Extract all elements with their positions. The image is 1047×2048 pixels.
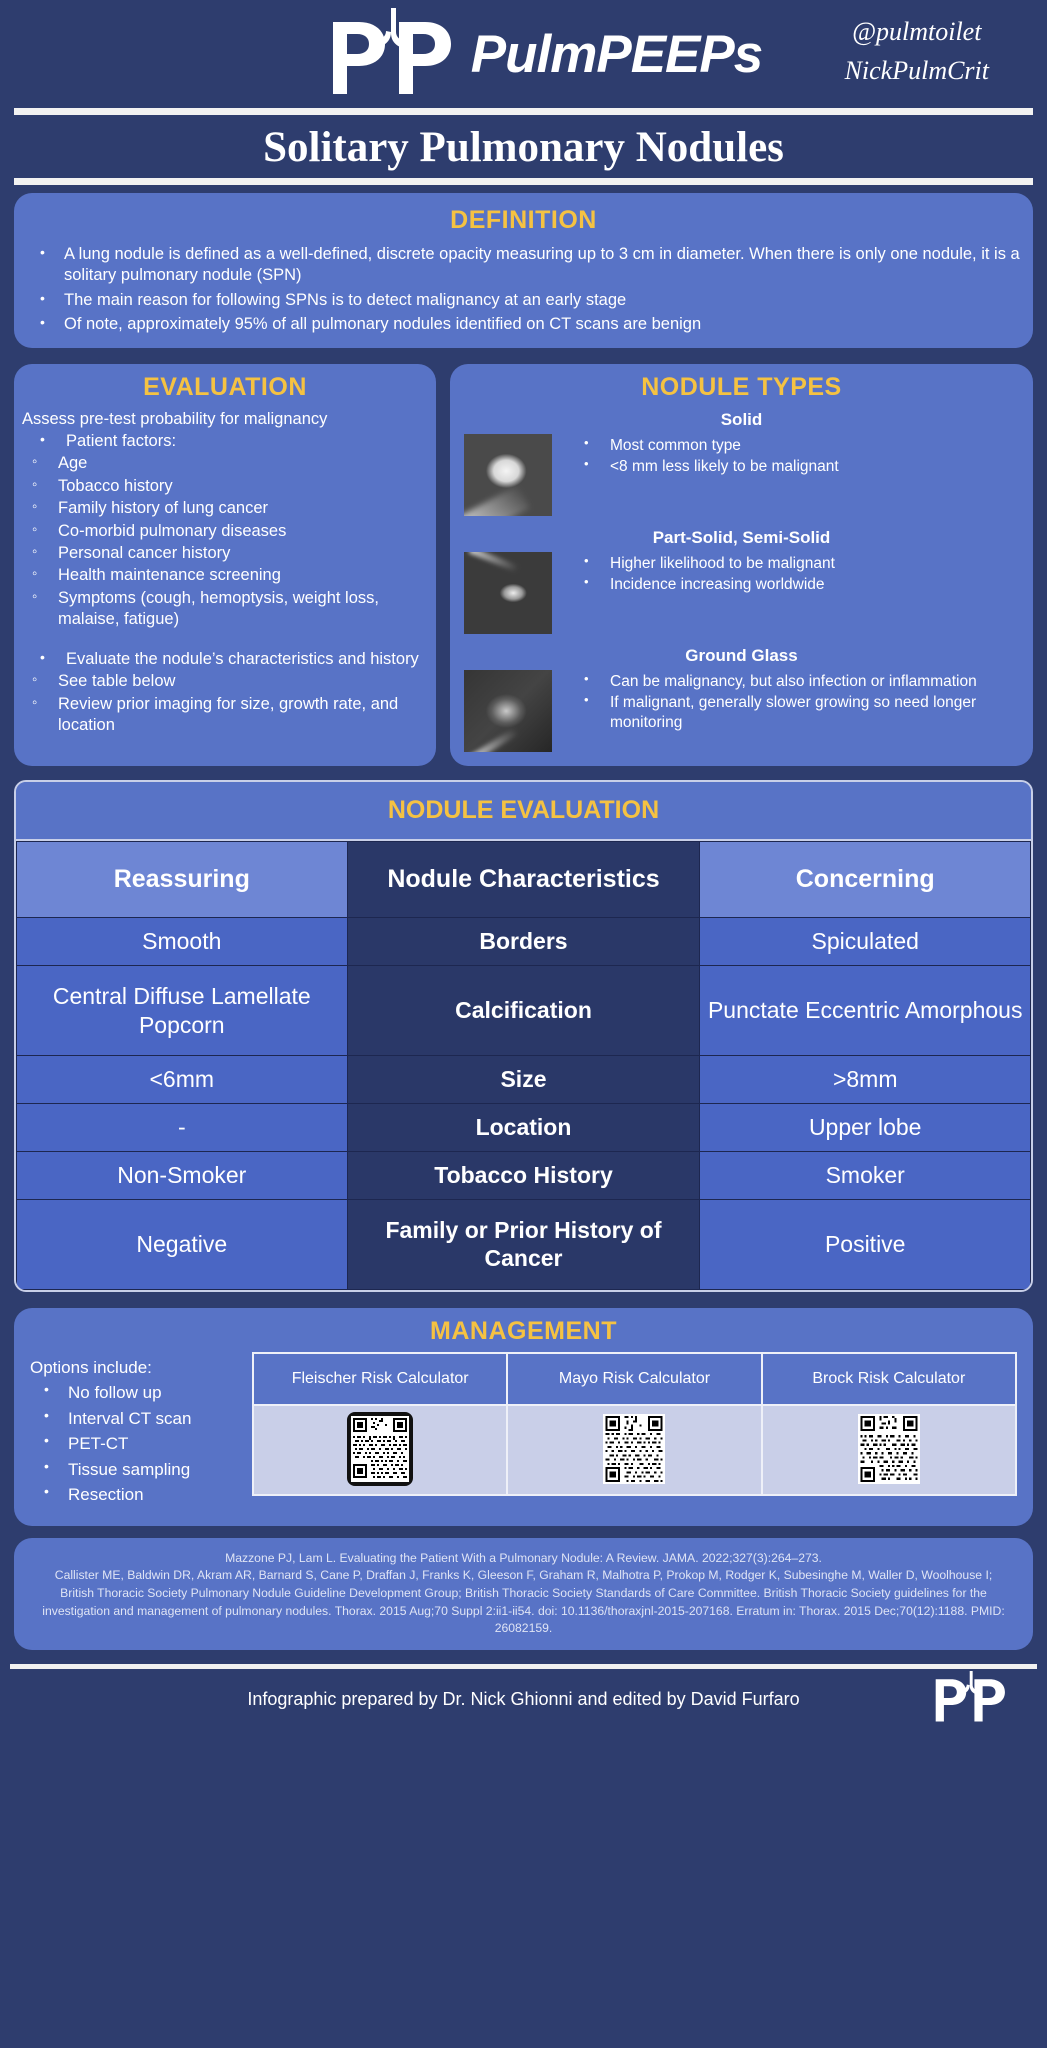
references-panel (14, 1538, 1033, 1650)
table-row (17, 965, 1031, 1056)
nodule-evaluation-table (16, 841, 1031, 1290)
page-title: Solitary Pulmonary Nodules (263, 124, 784, 171)
nodule-type-name: Ground Glass (685, 645, 798, 665)
list-item: • Can be malignancy, but also infection or inflammation (566, 672, 1019, 691)
credit-text: Infographic prepared by Dr. Nick Ghionni and edited by David Furfaro (247, 1689, 800, 1710)
table-row (17, 1151, 1031, 1199)
poster-footer (0, 1669, 1047, 1731)
handle-pulmtoilet: @pulmtoilet (852, 17, 982, 46)
list-item: ◦ See table below (14, 671, 436, 692)
list-item: • Evaluate the nodule’s characteristics and history (14, 649, 436, 670)
list-item: ◦ Personal cancer history (14, 543, 436, 564)
cell-concerning: Positive (700, 1199, 1031, 1290)
list-item: • Higher likelihood to be malignant (566, 554, 1019, 573)
lungs-p-p-logo-icon (931, 1671, 1019, 1730)
cell-characteristic: Location (347, 1104, 700, 1152)
cell-characteristic: Family or Prior History of Cancer (347, 1199, 700, 1290)
list-item: ◦ Review prior imaging for size, growth rate, and location (14, 694, 436, 737)
qr-cell-mayo[interactable] (508, 1406, 762, 1494)
qr-cell-brock[interactable] (763, 1406, 1015, 1494)
qr-code-fleischer[interactable] (347, 1412, 413, 1486)
management-title: MANAGEMENT (430, 1317, 617, 1345)
evaluation-sublist-2 (14, 671, 436, 736)
cell-characteristic: Size (347, 1056, 700, 1104)
nodule-type-name: Solid (720, 409, 763, 429)
pulmpeeps-logo (325, 8, 762, 100)
evaluation-lead: Assess pre-test probability for malignancy (22, 409, 328, 428)
definition-list (24, 244, 1023, 336)
list-item: ◦ Tobacco history (14, 476, 436, 497)
column-header-characteristics: Nodule Characteristics (347, 841, 700, 917)
cell-characteristic: Borders (347, 918, 700, 966)
calculator-name-brock: Brock Risk Calculator (763, 1354, 1015, 1404)
definition-title: DEFINITION (450, 206, 597, 234)
cell-reassuring: Non-Smoker (17, 1151, 348, 1199)
list-item: • If malignant, generally slower growing so need longer monitoring (566, 693, 1019, 732)
management-options-list (30, 1380, 242, 1508)
list-item: • PET-CT (30, 1431, 242, 1457)
management-options-lead: Options include: (30, 1358, 152, 1377)
divider-under-title (14, 178, 1033, 185)
reference-line-2: Callister ME, Baldwin DR, Akram AR, Barnard S, Cane P, Draffan J, Franks K, Gleeson F, Graham R, Malhotra P, Prokop M, Rodger K, Subesinghe M, Waller D, Woolhouse I; British Thoracic Society Pulmonary Nodule Guideline Development Group; British Thoracic Society Standards of Care Committee. British Thoracic Society guidelines for the investigation and management of pulmonary nodules. Thorax. 2015 Aug;70 Suppl 2:ii1-ii54. doi: 10.1136/thoraxjnl-2015-207168. Erratum in: Thorax. 2015 Dec;70(12):1188. PMID: 26082159. (42, 1568, 1005, 1636)
list-item: ◦ Age (14, 453, 436, 474)
risk-calculators-header (254, 1354, 1015, 1404)
evaluation-list (14, 431, 436, 452)
evaluation-list-2 (14, 649, 436, 670)
nodule-type-row (450, 434, 1033, 516)
middle-panels-row (14, 364, 1033, 766)
list-item: • Resection (30, 1482, 242, 1508)
table-row (17, 1056, 1031, 1104)
cell-characteristic: Calcification (347, 965, 700, 1056)
cell-reassuring: Negative (17, 1199, 348, 1290)
list-item: ◦ Health maintenance screening (14, 565, 436, 586)
list-item: • Interval CT scan (30, 1406, 242, 1432)
list-item: • Of note, approximately 95% of all pulmonary nodules identified on CT scans are benign (30, 314, 1023, 335)
nodule-type-bullets (566, 670, 1019, 732)
list-item: • Patient factors: (14, 431, 436, 452)
table-row (17, 1199, 1031, 1290)
lungs-p-p-logo-icon (325, 8, 475, 100)
qr-cell-fleischer[interactable] (254, 1406, 508, 1494)
divider-top (14, 108, 1033, 115)
management-options (30, 1352, 242, 1508)
cell-characteristic: Tobacco History (347, 1151, 700, 1199)
table-row (17, 1104, 1031, 1152)
patient-factors-list (14, 453, 436, 631)
definition-panel (14, 193, 1033, 348)
spacer (14, 631, 436, 647)
list-item: ◦ Family history of lung cancer (14, 498, 436, 519)
list-item: ◦ Symptoms (cough, hemoptysis, weight loss, malaise, fatigue) (14, 588, 436, 631)
risk-calculators-table (252, 1352, 1017, 1496)
evaluation-title: EVALUATION (143, 372, 307, 401)
cell-concerning: Spiculated (700, 918, 1031, 966)
list-item: • Tissue sampling (30, 1457, 242, 1483)
nodule-types-title: NODULE TYPES (641, 372, 842, 401)
list-item: • A lung nodule is defined as a well-defined, discrete opacity measuring up to 3 cm in diameter. When there is only one nodule, it is a solitary pulmonary nodule (SPN) (30, 244, 1023, 287)
nodule-type-name: Part-Solid, Semi-Solid (652, 527, 831, 547)
qr-code-brock[interactable] (858, 1414, 920, 1484)
list-item: • <8 mm less likely to be malignant (566, 457, 1019, 476)
nodule-type-row (450, 552, 1033, 634)
qr-code-mayo[interactable] (603, 1414, 665, 1484)
calculator-name-mayo: Mayo Risk Calculator (508, 1354, 762, 1404)
evaluation-panel (14, 364, 436, 766)
cell-concerning: >8mm (700, 1056, 1031, 1104)
nodule-type-row (450, 670, 1033, 752)
list-item: • Most common type (566, 436, 1019, 455)
nodule-evaluation-table-panel (14, 780, 1033, 1292)
footer-pulmpeeps-logo (931, 1671, 1019, 1730)
nodule-types-panel (450, 364, 1033, 766)
cell-reassuring: Smooth (17, 918, 348, 966)
nodule-type-bullets (566, 552, 1019, 595)
calculator-name-fleischer: Fleischer Risk Calculator (254, 1354, 508, 1404)
nodule-type-bullets (566, 434, 1019, 477)
cell-concerning: Upper lobe (700, 1104, 1031, 1152)
list-item: ◦ Co-morbid pulmonary diseases (14, 521, 436, 542)
column-header-reassuring: Reassuring (17, 841, 348, 917)
list-item: • The main reason for following SPNs is to detect malignancy at an early stage (30, 290, 1023, 311)
cell-concerning: Punctate Eccentric Amorphous (700, 965, 1031, 1056)
list-item: • No follow up (30, 1380, 242, 1406)
risk-calculators-qr-row (254, 1404, 1015, 1494)
ct-scan-solid-nodule-image (464, 434, 552, 516)
table-row (17, 918, 1031, 966)
table-header-row (17, 841, 1031, 917)
poster-header (0, 0, 1047, 108)
column-header-concerning: Concerning (700, 841, 1031, 917)
management-panel (14, 1308, 1033, 1526)
reference-line-1: Mazzone PJ, Lam L. Evaluating the Patient With a Pulmonary Nodule: A Review. JAMA. 2022;327(3):264–273. (225, 1550, 822, 1565)
nodule-evaluation-title: NODULE EVALUATION (16, 782, 1031, 841)
social-handles (845, 12, 989, 90)
ct-scan-ground-glass-nodule-image (464, 670, 552, 752)
cell-reassuring: Central Diffuse Lamellate Popcorn (17, 965, 348, 1056)
handle-nickpulmcrit: NickPulmCrit (844, 56, 989, 85)
cell-concerning: Smoker (700, 1151, 1031, 1199)
ct-scan-part-solid-nodule-image (464, 552, 552, 634)
cell-reassuring: - (17, 1104, 348, 1152)
list-item: • Incidence increasing worldwide (566, 575, 1019, 594)
logo-wordmark: PulmPEEPs (470, 24, 763, 84)
management-content (14, 1352, 1033, 1508)
cell-reassuring: <6mm (17, 1056, 348, 1104)
